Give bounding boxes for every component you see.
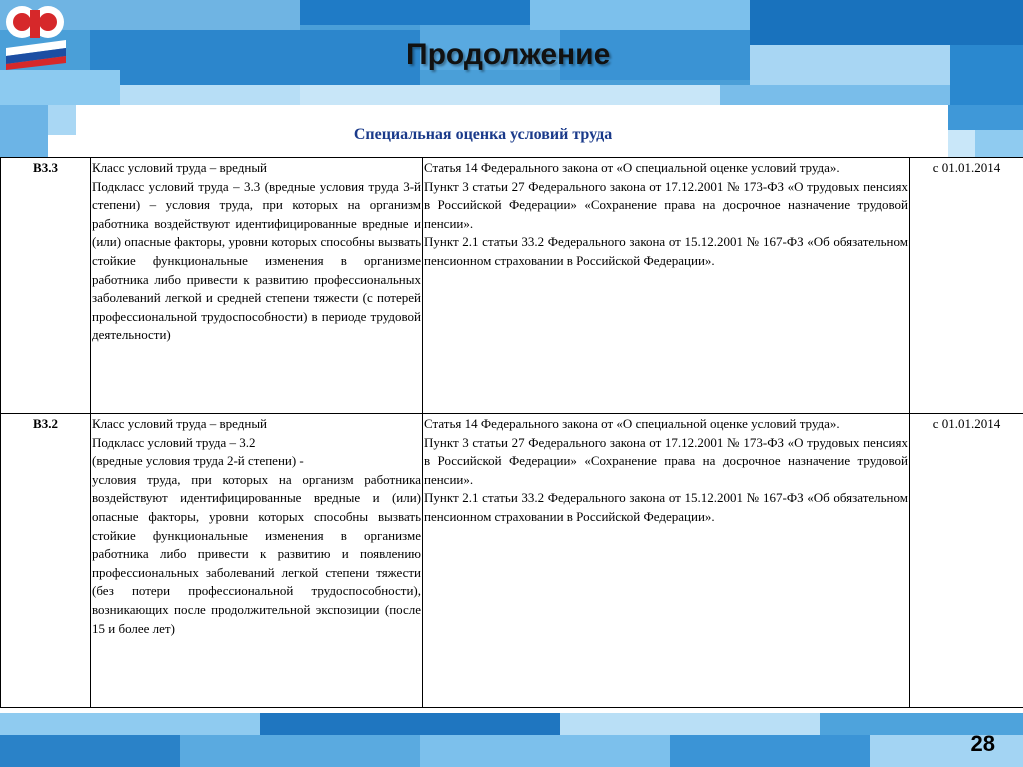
law-paragraph: Статья 14 Федерального закона от «О специальной оценке условий труда». — [424, 416, 840, 431]
law-paragraph: Пункт 3 статьи 27 Федерального закона от 17.12.2001 № 173-ФЗ «О трудовых пенсиях в Российской Федерации» «Сохранение права на досрочное назначение трудовой пенсии». — [424, 178, 908, 231]
law-paragraph: Пункт 3 статьи 27 Федерального закона от 17.12.2001 № 173-ФЗ «О трудовых пенсиях в Российской Федерации» «Сохранение права на досрочное назначение трудовой пенсии». — [424, 434, 908, 487]
table-row — [1, 414, 1023, 708]
row-description — [91, 158, 423, 414]
slide-title: Продолжение — [406, 38, 611, 71]
table-subtitle: Специальная оценка условий труда — [353, 126, 613, 143]
row-law-references — [423, 158, 910, 414]
footer-banner — [0, 713, 1023, 767]
row-code: В3.3 — [1, 158, 91, 414]
desc-paragraph: Класс условий труда – вредный — [92, 416, 268, 431]
law-paragraph: Статья 14 Федерального закона от «О специальной оценке условий труда». — [424, 160, 840, 175]
page-number: 28 — [970, 731, 995, 756]
law-paragraph: Пункт 2.1 статьи 33.2 Федерального закона от 15.12.2001 № 167-ФЗ «Об обязательном пенсионном страховании в Российской Федерации». — [424, 490, 908, 524]
desc-paragraph: Подкласс условий труда – 3.3 (вредные условия труда 3-й степени) – условия труда, при которых на организм работника воздействуют идентифицированные вредные и (или) опасные факторы, уровни которых способны вызвать стойкие функциональные изменения в организме работника либо привести к развитию профессиональных заболеваний легкой и средней степени тяжести (с потерей профессиональной трудоспособности) в периоде трудовой деятельности) — [92, 178, 421, 343]
row-effective-date: с 01.01.2014 — [910, 414, 1023, 708]
desc-paragraph: (вредные условия труда 2-й степени) - — [92, 453, 304, 469]
row-law-references — [423, 414, 910, 708]
row-description — [91, 414, 423, 708]
row-code: В3.2 — [1, 414, 91, 708]
desc-paragraph: условия труда, при которых на организм работника воздействуют идентифицированные вредные и (или) опасные факторы, уровни которых способны вызвать стойкие функциональные изменения в организме работника либо привести к развитию и появлению профессиональных заболеваний легкой степени тяжести (без потери профессиональной трудоспособности), возникающих после продолжительной экспозиции (после 15 и более лет) — [92, 471, 421, 636]
desc-paragraph: Подкласс условий труда – 3.2 — [92, 434, 256, 450]
table-row — [1, 158, 1023, 414]
conditions-table — [0, 157, 1023, 708]
pfr-logo — [0, 0, 75, 70]
law-paragraph: Пункт 2.1 статьи 33.2 Федерального закона от 15.12.2001 № 167-ФЗ «Об обязательном пенсионном страховании в Российской Федерации». — [424, 234, 908, 268]
desc-paragraph: Класс условий труда – вредный — [92, 160, 268, 175]
row-effective-date: с 01.01.2014 — [910, 158, 1023, 414]
